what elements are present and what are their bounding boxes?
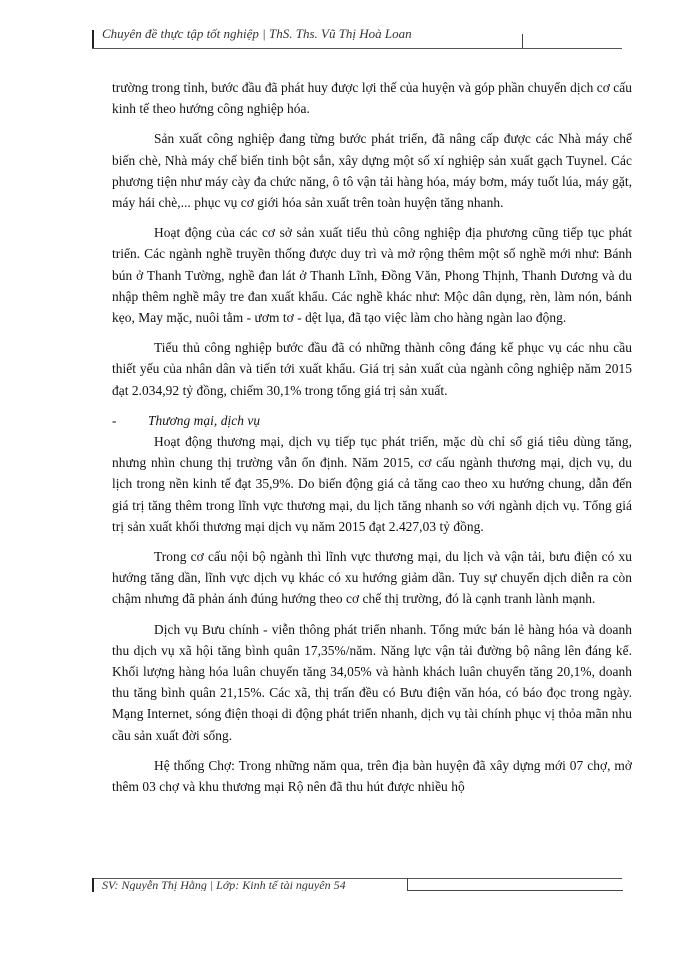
footer-left-bar: [92, 878, 94, 892]
header-text: Chuyên đề thực tập tốt nghiệp | ThS. Ths. Vũ Thị Hoà Loan: [102, 28, 412, 41]
paragraph-markets: Hệ thống Chợ: Trong những năm qua, trên địa bàn huyện đã xây dựng mới 07 chợ, mở thêm 03 chợ và khu thương mại Rộ nên đã thu hút được nhiều hộ: [112, 757, 632, 795]
paragraph-industry: Sản xuất công nghiệp đang từng bước phát triển, đã nâng cấp được các Nhà máy chế biến chè, Nhà máy chế biến tinh bột sắn, xây dựng một số xí nghiệp sản xuất gạch Tuynel. Các phương tiện như máy cày đa chức năng, ô tô vận tải hàng hóa, máy bơm, máy tuốt lúa, máy gặt, máy hái chè,... phục vụ cơ giới hóa sản xuất trên toàn huyện tăng nhanh.: [112, 131, 632, 211]
paragraph-handicraft-value: Tiểu thủ công nghiệp bước đầu đã có những thành công đáng kể phục vụ các nhu cầu thiết yếu của nhân dân và tiến tới xuất khẩu. Giá trị sản xuất của ngành công nghiệp năm 2015 đạt 2.034,92 tỷ đồng, chiếm 30,1% trong tổng giá trị sản xuất.: [112, 340, 632, 398]
section-title: Thương mại, dịch vụ: [148, 412, 261, 428]
header-left-bar: [92, 30, 94, 48]
paragraph-post-telecom: Dịch vụ Bưu chính - viễn thông phát triển nhanh. Tổng mức bán lẻ hàng hóa và doanh thu dịch vụ xã hội tăng bình quân 17,35%/năm. Năng lực vận tải đường bộ nâng lên đáng kể. Khối lượng hàng hóa luân chuyển tăng 34,05% và hành khách luân chuyển tăng 20,1%, doanh thu tăng bình quân 21,15%. Các xã, thị trấn đều có Bưu điện văn hóa, có báo đọc trong ngày. Mạng Internet, sóng điện thoại di động phát triển nhanh, dịch vụ tài chính phục vị thỏa mãn nhu cầu sản xuất đời sống.: [112, 621, 632, 743]
paragraph-structure: Trong cơ cấu nội bộ ngành thì lĩnh vực thương mại, du lịch và vận tải, bưu điện có xu hướng tăng dần, lĩnh vực dịch vụ khác có xu hướng giảm dần. Tuy sự chuyển dịch diễn ra còn chậm nhưng đã phản ánh đúng hướng theo cơ chế thị trường, đó là cạnh tranh lành mạnh.: [112, 549, 632, 607]
footer-tab-line: [407, 878, 623, 891]
header-tab-line: [522, 34, 623, 48]
paragraph-trade: Hoạt động thương mại, dịch vụ tiếp tục phát triển, mặc dù chỉ số giá tiêu dùng tăng, nhưng nhìn chung thị trường vẫn ổn định. Năm 2015, cơ cấu ngành thương mại, dịch vụ, du lịch trong nền kinh tế đạt 35,9%. Do biến động giá cả tăng cao theo xu hướng chung, dẫn đến giá trị tăng thêm trong lĩnh vực thương mại, du lịch tăng nhanh so với ngành dịch vụ. Tổng giá trị sản xuất khối thương mại dịch vụ năm 2015 đạt 2.427,03 tỷ đồng.: [112, 434, 632, 534]
page-header: [92, 28, 622, 50]
page-body: [112, 77, 632, 797]
page-footer: [92, 878, 622, 898]
section-heading: [112, 410, 632, 431]
header-rule: [92, 48, 622, 49]
paragraph-handicraft: Hoạt động của các cơ sở sản xuất tiểu thủ công nghiệp địa phương cũng tiếp tục phát triển. Các ngành nghề truyền thống được duy trì và mở rộng thêm một số nghề mới như: Bánh bún ở Thanh Tường, nghề đan lát ở Thanh Lĩnh, Đồng Văn, Phong Thịnh, Thanh Dương và du nhập thêm nghề mây tre đan xuất khẩu. Các nghề khác như: Mộc dân dụng, rèn, làm nón, bánh kẹo, May mặc, nuôi tằm - ươm tơ - dệt lụa, đã tạo việc làm cho hàng ngàn lao động.: [112, 225, 632, 326]
paragraph-continuation: trường trong tỉnh, bước đầu đã phát huy được lợi thế của huyện và góp phần chuyển dịch cơ cấu kinh tế theo hướng công nghiệp hóa.: [112, 80, 632, 117]
footer-text: SV: Nguyễn Thị Hằng | Lớp: Kinh tế tài nguyên 54: [102, 879, 346, 891]
section-dash: -: [112, 412, 117, 428]
